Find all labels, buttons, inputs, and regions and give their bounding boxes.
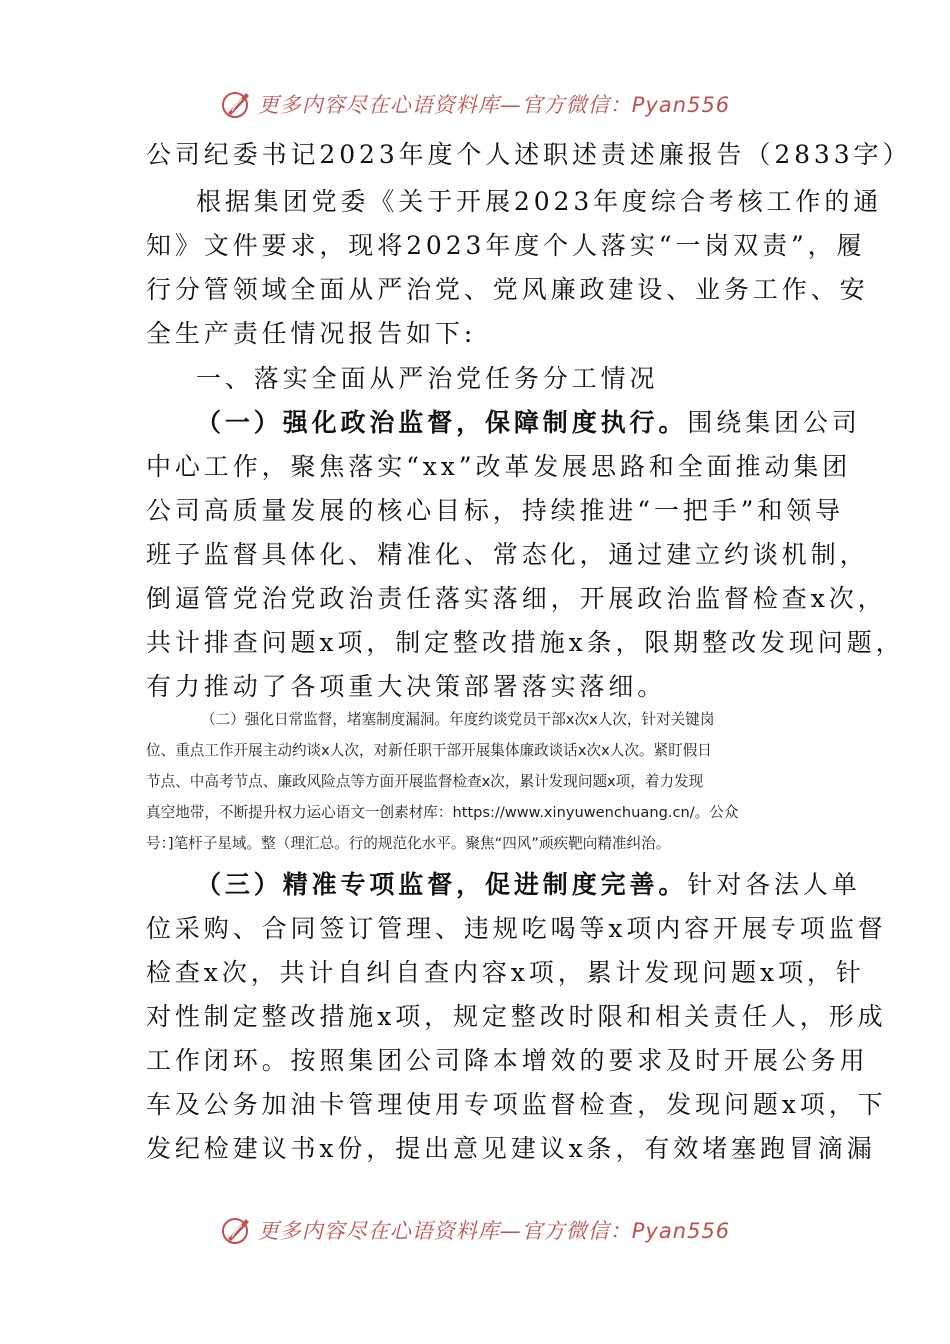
document-title: 公司纪委书记2023年度个人述职述责述廉报告（2833字） (146, 140, 912, 169)
item3-first-line (196, 870, 861, 900)
item1-line: 班子监督具体化、精准化、常态化，通过建立约谈机制， (146, 540, 869, 569)
item3-first-line-rest: 针对各法人单 (687, 870, 861, 899)
pen-circle-logo-icon (220, 1213, 254, 1247)
item2-line: 号：]笔杆子星域。整（理汇总。行的规范化水平。聚焦“四风”顽疾靶向精准纠治。 (146, 835, 671, 852)
item1-first-line-rest: 围绕集团公司 (687, 408, 861, 437)
item1-line: 有力推动了各项重大决策部署落实落细。 (146, 672, 667, 701)
intro-line: 全生产责任情况报告如下: (146, 319, 477, 348)
item1-heading: （一）强化政治监督，保障制度执行。 (196, 408, 688, 437)
item2-line: 节点、中高考节点、廉政风险点等方面开展监督检查x次，累计发现问题x项，着力发现 (146, 773, 704, 790)
watermark-text: 更多内容尽在心语资料库—官方微信：Pyan556 (257, 1219, 731, 1243)
watermark-text: 更多内容尽在心语资料库—官方微信：Pyan556 (257, 93, 731, 117)
item3-line: 检查x次，共计自纠自查内容x项，累计发现问题x项，针 (146, 958, 865, 987)
item1-line: 倒逼管党治党政治责任落实落细，开展政治监督检查x次， (146, 584, 887, 613)
intro-line: 根据集团党委《关于开展2023年度综合考核工作的通 (196, 187, 883, 216)
item2-line: 位、重点工作开展主动约谈x人次，对新任职干部开展集体廉政谈话x次x人次。紧盯假日 (146, 742, 712, 759)
intro-line: 知》文件要求，现将2023年度个人落实“一岗双责”，履 (146, 231, 866, 260)
watermark-banner-top (0, 84, 950, 124)
intro-line: 行分管领域全面从严治党、党风廉政建设、业务工作、安 (146, 275, 869, 304)
pen-circle-logo-icon (220, 87, 254, 121)
item3-line: 车及公务加油卡管理使用专项监督检查，发现问题x项，下 (146, 1090, 887, 1119)
section-heading: 一、落实全面从严治党任务分工情况 (196, 364, 659, 393)
item1-line: 公司高质量发展的核心目标，持续推进“一把手”和领导 (146, 496, 845, 525)
item1-line: 共计排查问题x项，制定整改措施x条，限期整改发现问题， (146, 628, 905, 657)
item3-line: 对性制定整改措施x项，规定整改时限和相关责任人，形成 (146, 1002, 887, 1031)
item2-line: 真空地带，不断提升权力运心语文一创素材库：https://www.xinyuwenchuang.cn/。公众 (146, 804, 739, 821)
item2-line: （二）强化日常监督，堵塞制度漏洞。年度约谈党员干部x次x人次，针对关键岗 (201, 711, 715, 728)
watermark-banner-bottom (0, 1210, 950, 1250)
item3-line: 位采购、合同签订管理、违规吃喝等x项内容开展专项监督 (146, 914, 887, 943)
item1-line: 中心工作，聚焦落实“xx”改革发展思路和全面推动集团 (146, 452, 852, 481)
item3-line: 工作闭环。按照集团公司降本增效的要求及时开展公务用 (146, 1046, 869, 1075)
item1-first-line (196, 408, 861, 438)
item3-heading: （三）精准专项监督，促进制度完善。 (196, 870, 688, 899)
item3-line: 发纪检建议书x份，提出意见建议x条，有效堵塞跑冒滴漏 (146, 1134, 876, 1163)
